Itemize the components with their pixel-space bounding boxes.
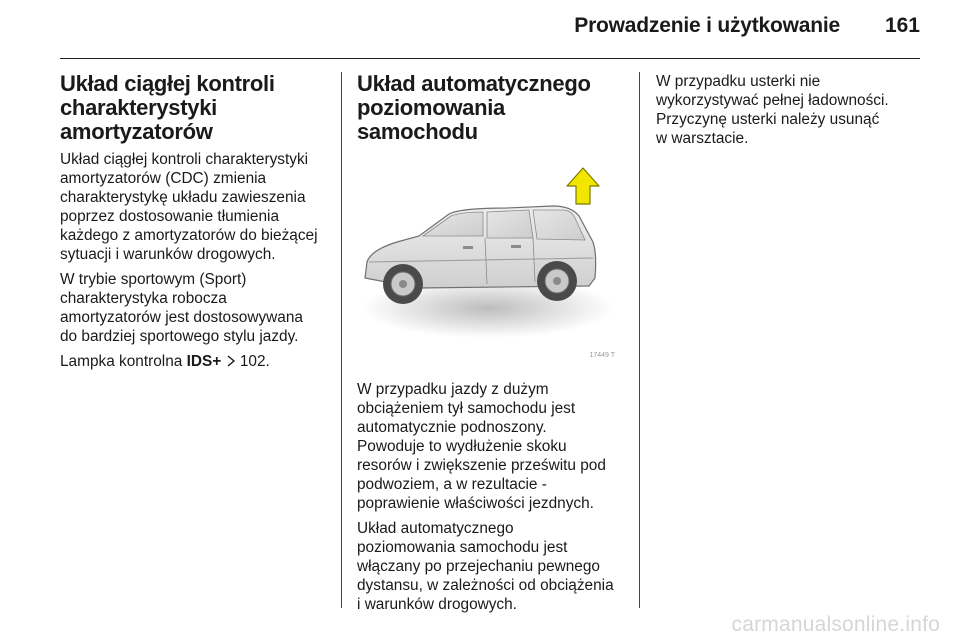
ids-plus-label: IDS+: [186, 353, 222, 370]
watermark: carmanualsonline.info: [731, 613, 940, 636]
rear-wheel: [537, 261, 577, 301]
car-windows: [423, 212, 483, 236]
figure-code: 17449 T: [589, 352, 615, 359]
paragraph-sport-mode: W trybie sportowym (Sport) charakterystyka robocza amortyzatorów jest dostosowywana do bardziej sportowego stylu jazdy.: [60, 271, 303, 345]
page-reference-icon: [226, 355, 236, 367]
front-wheel: [383, 264, 423, 304]
paragraph-activation: Układ automatycznego poziomowania samochodu jest włączany po przejechaniu pewnego dystansu, w zależności od obciążenia i warunków drogowych.: [357, 520, 614, 613]
section-heading-leveling: Układ automatycznego poziomowania samochodu: [357, 71, 591, 144]
paragraph-heavy-load: W przypadku jazdy z dużym obciążeniem tył samochodu jest automatycznie podnoszony. Powoduje to wydłużenie skoku resorów i zwiększenie prześwitu pod podwoziem, a w rezultacie - poprawienie właściwości jezdnych.: [357, 381, 606, 512]
lamp-text: Lampka kontrolna: [60, 353, 187, 370]
paragraph-cdc-description: Układ ciągłej kontroli charakterystyki amortyzatorów (CDC) zmienia charakterystykę układu zawieszenia poprzez dostosowanie tłumienia każdego z amortyzatorów do bieżącej sytuacji i warunków drogowych.: [60, 151, 318, 263]
section-heading-cdc: Układ ciągłej kontroli charakterystyki amortyzatorów: [60, 71, 275, 144]
raise-arrow-icon: [567, 168, 599, 204]
column-left: [60, 72, 332, 377]
paragraph-control-lamp: [60, 352, 332, 371]
column-divider-1: [341, 72, 342, 608]
page-reference-link[interactable]: 102.: [235, 353, 270, 370]
column-divider-2: [639, 72, 640, 608]
page-number: 161: [884, 14, 920, 37]
running-header: Prowadzenie i użytkowanie: [574, 14, 840, 37]
car-leveling-illustration: [357, 150, 619, 368]
column-right: [656, 72, 936, 154]
column-middle: [357, 72, 629, 620]
header-divider: [60, 58, 920, 59]
paragraph-fault: W przypadku usterki nie wykorzystywać pełnej ładowności. Przyczynę usterki należy usunąć w warsztacie.: [656, 73, 889, 147]
